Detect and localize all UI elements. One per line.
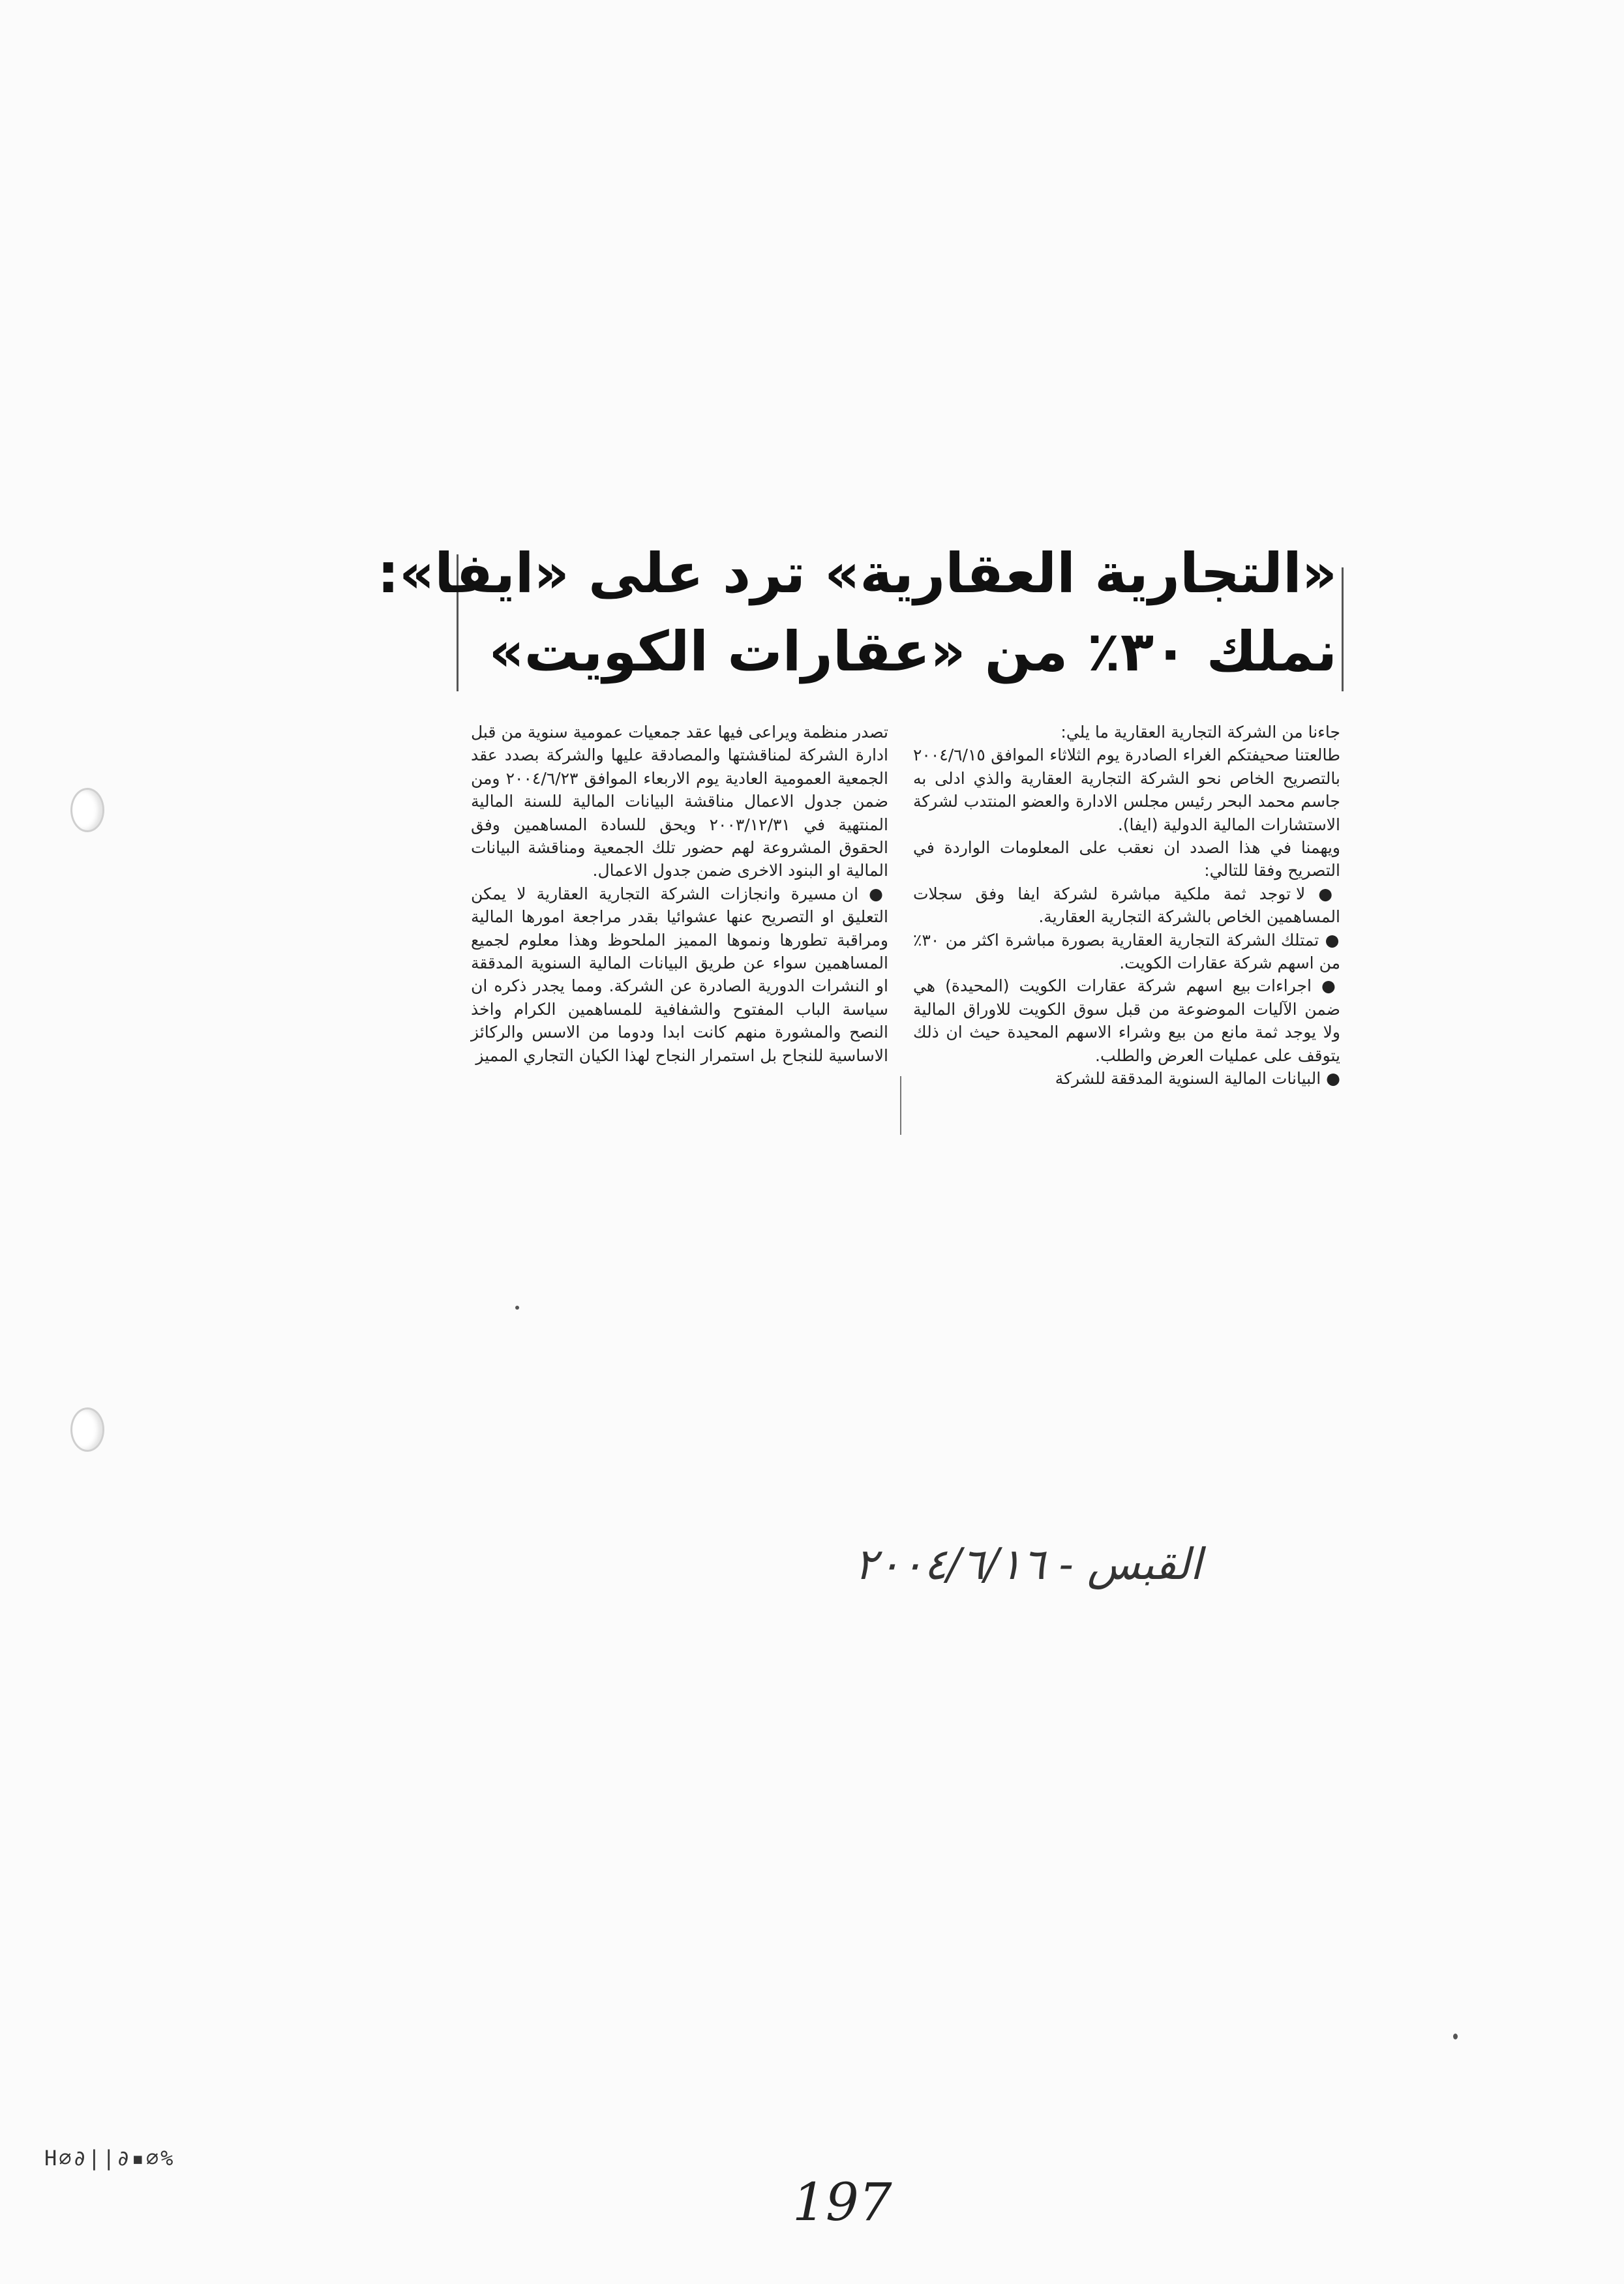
clipping-rule-right: [1342, 567, 1344, 691]
article-column-left: [471, 721, 888, 1067]
punch-hole-bottom: [70, 1407, 104, 1452]
bullet-paragraph: ● اجراءات بيع اسهم شركة عقارات الكويت (المحيدة) هي ضمن الآليات الموضوعة من قبل سوق الكويت للاوراق المالية ولا يوجد ثمة مانع من بيع وشراء الاسهم المحيدة حيث ان ذلك يتوقف على عمليات العرض والطلب.: [913, 974, 1340, 1067]
article-column-right: [913, 721, 1340, 1090]
column-divider: [900, 1076, 901, 1135]
paragraph: جاءنا من الشركة التجارية العقارية ما يلي:: [1060, 723, 1340, 742]
archive-stamp-code: H∅∂||∂▪∅%: [44, 2146, 175, 2171]
paragraph: ويهمنا في هذا الصدد ان نعقب على المعلومات الواردة في التصريح وفقا للتالي:: [913, 838, 1340, 880]
bullet-paragraph: ● لا توجد ثمة ملكية مباشرة لشركة ايفا وفق سجلات المساهمين الخاص بالشركة التجارية العقارية.: [913, 882, 1340, 929]
scan-speck: [1453, 2034, 1458, 2039]
punch-hole-top: [70, 788, 104, 832]
bullet-paragraph: ● البيانات المالية السنوية المدققة للشركة: [913, 1067, 1340, 1090]
headline-line-1: «التجارية العقارية» ترد على «ايفا»:: [377, 541, 1337, 605]
scan-speck: [515, 1306, 519, 1310]
handwritten-source-date: القبس - ٢٠٠٤/٦/١٦: [854, 1539, 1202, 1589]
headline-line-2: نملك ٣٠٪ من «عقارات الكويت»: [489, 620, 1337, 684]
bullet-paragraph: ● ان مسيرة وانجازات الشركة التجارية العقارية لا يمكن التعليق او التصريح عنها عشوائيا بقدر مراجعة امورها المالية ومراقبة تطورها ونموها المميز الملحوظ وهذا معلوم لجميع المساهمين سواء عن طريق البيانات المالية السنوية المدققة او النشرات الدورية الصادرة عن الشركة. ومما يجدر ذكره ان سياسة الباب المفتوح والشفافية للمساهمين الكرام واخذ النصح والمشورة منهم كانت ابدا ودوما من الاسس والركائز الاساسية للنجاح بل استمرار النجاح لهذا الكيان التجاري المميز: [471, 882, 888, 1067]
paragraph: طالعتنا صحيفتكم الغراء الصادرة يوم الثلاثاء الموافق ٢٠٠٤/٦/١٥ بالتصريح الخاص نحو الشركة التجارية العقارية والذي ادلى به جاسم محمد البحر رئيس مجلس الادارة والعضو المنتدب لشركة الاستشارات المالية الدولية (ايفا).: [913, 745, 1340, 834]
newspaper-clipping: [377, 541, 1344, 1311]
paragraph: تصدر منظمة ويراعى فيها عقد جمعيات عمومية سنوية من قبل ادارة الشركة لمناقشتها والمصادقة عليها والشركة بصدد عقد الجمعية العمومية العادية يوم الاربعاء الموافق ٢٠٠٤/٦/٢٣ ومن ضمن جدول الاعمال مناقشة البيانات المالية للسنة المالية المنتهية في ٢٠٠٣/١٢/٣١ ويحق للسادة المساهمين وفق الحقوق المشروعة لهم حضور تلك الجمعية ومناقشة البيانات المالية او البنود الاخرى ضمن جدول الاعمال.: [471, 723, 888, 880]
page-number: 197: [792, 2172, 892, 2232]
bullet-paragraph: ● تمتلك الشركة التجارية العقارية بصورة مباشرة اكثر من ٣٠٪ من اسهم شركة عقارات الكويت.: [913, 929, 1340, 975]
